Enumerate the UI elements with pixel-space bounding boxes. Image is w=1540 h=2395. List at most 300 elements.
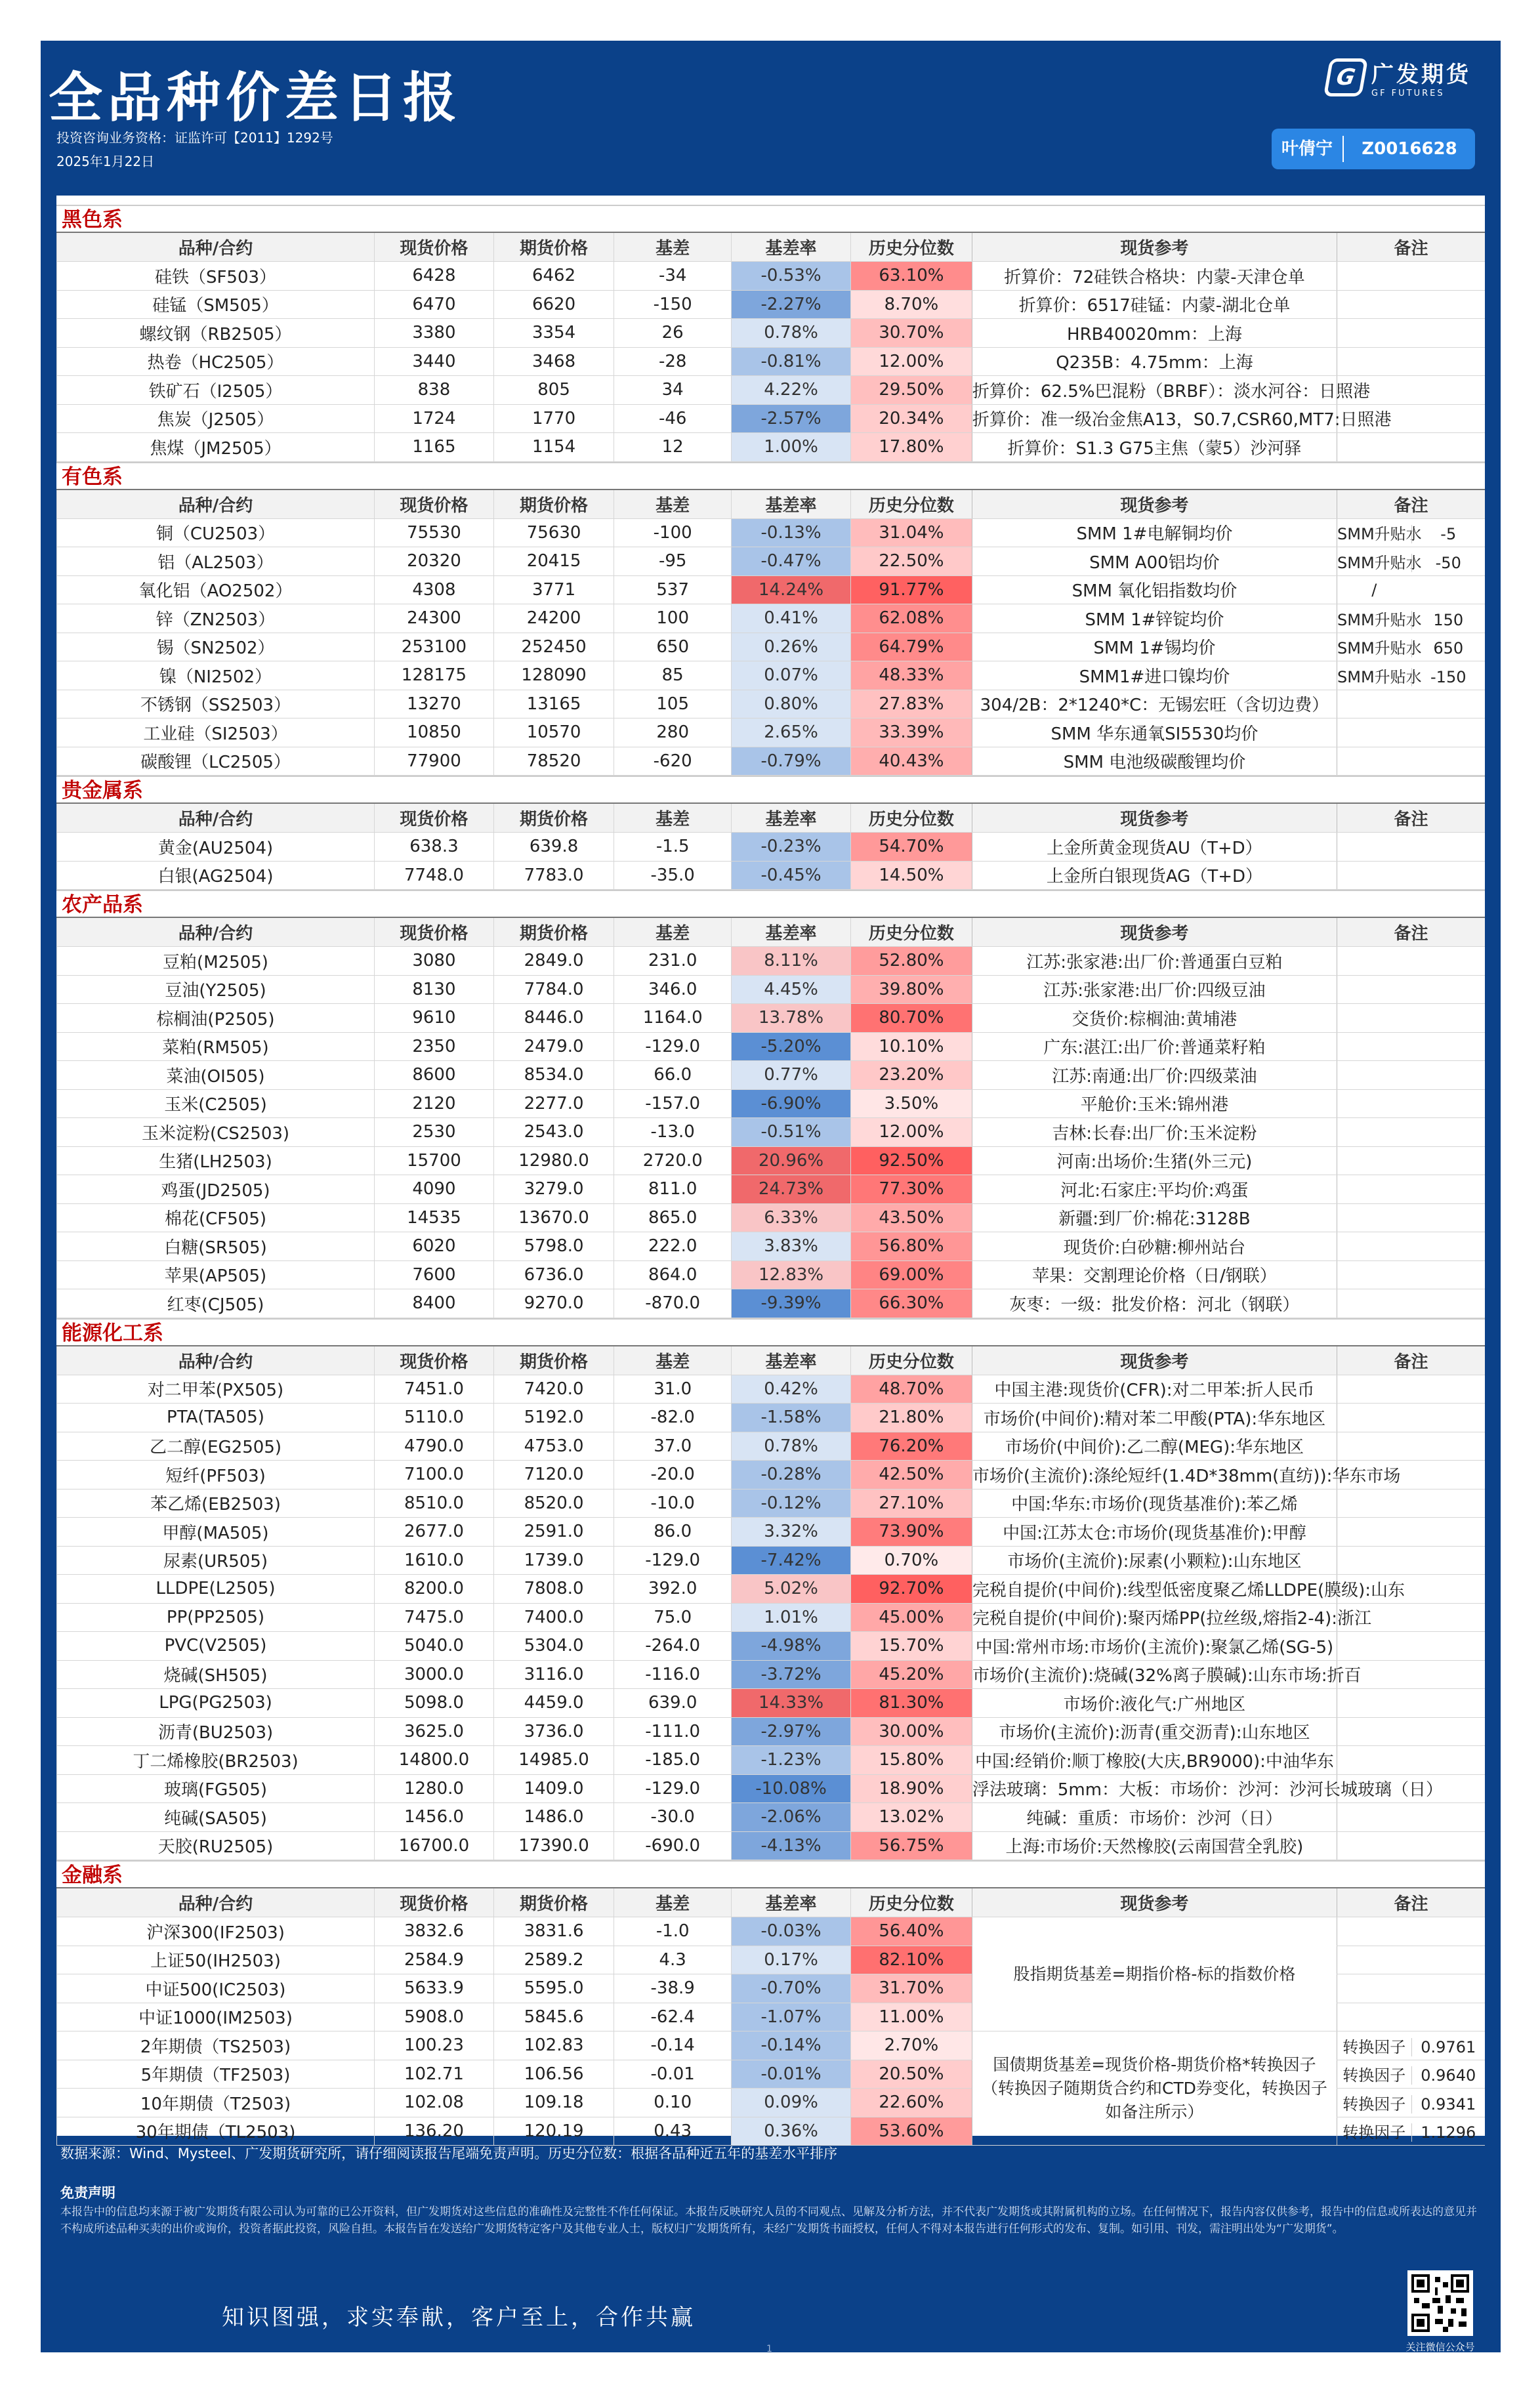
spot-price: 6020 bbox=[375, 1232, 494, 1261]
basis-value: 12 bbox=[614, 433, 732, 462]
spot-price: 2584.9 bbox=[375, 1946, 494, 1974]
note-cell bbox=[1337, 433, 1486, 462]
col-header-spot-ref: 现货参考 bbox=[972, 490, 1337, 519]
futures-price: 3771 bbox=[493, 575, 614, 604]
col-header-contract: 品种/合约 bbox=[57, 918, 375, 947]
report-title: 全品种价差日报 bbox=[49, 67, 463, 129]
contract-name: PTA(TA505) bbox=[57, 1404, 375, 1432]
spot-price: 136.20 bbox=[375, 2117, 494, 2146]
contract-name: LLDPE(L2505) bbox=[57, 1575, 375, 1604]
basis-rate: -0.51% bbox=[732, 1118, 851, 1147]
basis-rate: -10.08% bbox=[732, 1774, 851, 1803]
spot-reference: 交货价:棕榈油:黄埔港 bbox=[972, 1004, 1337, 1033]
col-header-percentile: 历史分位数 bbox=[850, 1346, 972, 1375]
note-label: SMM升贴水 bbox=[1337, 553, 1422, 572]
basis-value: -264.0 bbox=[614, 1632, 732, 1661]
col-header-basis: 基差 bbox=[614, 233, 732, 262]
note-cell bbox=[1337, 690, 1486, 718]
contract-name: 丁二烯橡胶(BR2503) bbox=[57, 1746, 375, 1775]
futures-price: 12980.0 bbox=[493, 1146, 614, 1175]
col-header-contract: 品种/合约 bbox=[57, 1346, 375, 1375]
spot-price: 9610 bbox=[375, 1004, 494, 1033]
futures-price: 5304.0 bbox=[493, 1632, 614, 1661]
futures-price: 3279.0 bbox=[493, 1175, 614, 1204]
basis-rate: 6.33% bbox=[732, 1203, 851, 1232]
basis-rate: 0.77% bbox=[732, 1061, 851, 1090]
historical-percentile: 15.80% bbox=[850, 1746, 972, 1775]
note-cell bbox=[1337, 1717, 1486, 1746]
historical-percentile: 69.00% bbox=[850, 1260, 972, 1289]
spot-reference: Q235B：4.75mm：上海 bbox=[972, 347, 1337, 376]
contract-name: 硅铁（SF503） bbox=[57, 262, 375, 291]
basis-value: -185.0 bbox=[614, 1746, 732, 1775]
futures-price: 805 bbox=[493, 376, 614, 405]
spot-price: 638.3 bbox=[375, 833, 494, 862]
table-row bbox=[57, 1831, 1486, 1860]
futures-price: 8446.0 bbox=[493, 1004, 614, 1033]
futures-price: 120.19 bbox=[493, 2117, 614, 2146]
basis-value: 222.0 bbox=[614, 1232, 732, 1261]
note-cell bbox=[1337, 747, 1486, 776]
spot-price: 1724 bbox=[375, 404, 494, 433]
table-row bbox=[57, 547, 1486, 576]
futures-price: 6462 bbox=[493, 262, 614, 291]
contract-name: 短纤(PF503) bbox=[57, 1461, 375, 1489]
basis-rate: -0.28% bbox=[732, 1461, 851, 1489]
col-header-basis-rate: 基差率 bbox=[732, 490, 851, 519]
spot-reference: 广东:湛江:出厂价:普通菜籽粕 bbox=[972, 1032, 1337, 1061]
note-cell bbox=[1337, 1803, 1486, 1832]
historical-percentile: 52.80% bbox=[850, 947, 972, 976]
spot-reference: 市场价(中间价):精对苯二甲酸(PTA):华东地区 bbox=[972, 1404, 1337, 1432]
table-row bbox=[57, 1004, 1486, 1033]
spot-price: 3440 bbox=[375, 347, 494, 376]
futures-price: 2849.0 bbox=[493, 947, 614, 976]
spot-price: 15700 bbox=[375, 1146, 494, 1175]
futures-price: 7784.0 bbox=[493, 975, 614, 1004]
historical-percentile: 17.80% bbox=[850, 433, 972, 462]
logo-text bbox=[1371, 56, 1471, 98]
note-cell bbox=[1337, 1432, 1486, 1461]
basis-value: -157.0 bbox=[614, 1089, 732, 1118]
historical-percentile: 39.80% bbox=[850, 975, 972, 1004]
basis-rate: -0.13% bbox=[732, 518, 851, 547]
section-title-energy: 能源化工系 bbox=[56, 1318, 1485, 1346]
col-header-note: 备注 bbox=[1337, 233, 1486, 262]
contract-name: 鸡蛋(JD2505) bbox=[57, 1175, 375, 1204]
basis-value: 86.0 bbox=[614, 1518, 732, 1547]
section-table-nonferrous bbox=[56, 490, 1485, 776]
basis-value: 31.0 bbox=[614, 1375, 732, 1404]
spot-reference: 中国:常州市场:市场价(主流价):聚氯乙烯(SG-5) bbox=[972, 1632, 1337, 1661]
spot-reference: 折算价：6517硅锰：内蒙-湖北仓单 bbox=[972, 290, 1337, 319]
basis-value: 1164.0 bbox=[614, 1004, 732, 1033]
contract-name: 苯乙烯(EB2503) bbox=[57, 1489, 375, 1518]
note-value: -150 bbox=[1411, 668, 1486, 686]
section-table-precious bbox=[56, 804, 1485, 890]
col-header-basis: 基差 bbox=[614, 490, 732, 519]
contract-name: 铁矿石（I2505） bbox=[57, 376, 375, 405]
historical-percentile: 33.39% bbox=[850, 718, 972, 747]
basis-rate: 8.11% bbox=[732, 947, 851, 976]
historical-percentile: 20.50% bbox=[850, 2060, 972, 2089]
note-cell bbox=[1337, 1546, 1486, 1575]
spot-price: 5633.9 bbox=[375, 1974, 494, 2003]
spot-reference: 现货价:白砂糖:柳州站台 bbox=[972, 1232, 1337, 1261]
spot-price: 10850 bbox=[375, 718, 494, 747]
spot-reference: 纯碱：重质：市场价：沙河（日） bbox=[972, 1803, 1337, 1832]
futures-price: 1739.0 bbox=[493, 1546, 614, 1575]
section-title-agri: 农产品系 bbox=[56, 890, 1485, 918]
col-header-basis-rate: 基差率 bbox=[732, 918, 851, 947]
futures-price: 252450 bbox=[493, 633, 614, 661]
contract-name: 纯碱(SA505) bbox=[57, 1803, 375, 1832]
historical-percentile: 92.50% bbox=[850, 1146, 972, 1175]
note-cell bbox=[1337, 1375, 1486, 1404]
spot-price: 102.71 bbox=[375, 2060, 494, 2089]
futures-price: 24200 bbox=[493, 604, 614, 633]
spot-price: 838 bbox=[375, 376, 494, 405]
conversion-factor-label: 转换因子 bbox=[1342, 2066, 1406, 2085]
historical-percentile: 56.75% bbox=[850, 1831, 972, 1860]
historical-percentile: 45.20% bbox=[850, 1660, 972, 1689]
table-row bbox=[57, 690, 1486, 718]
spot-reference: 灰枣：一级：批发价格：河北（钢联） bbox=[972, 1289, 1337, 1318]
spot-reference: 市场价:液化气:广州地区 bbox=[972, 1689, 1337, 1718]
spot-price: 8600 bbox=[375, 1061, 494, 1090]
note-cell bbox=[1337, 833, 1486, 862]
note-cell bbox=[1337, 861, 1486, 890]
futures-price: 5192.0 bbox=[493, 1404, 614, 1432]
spot-reference: SMM A00铝均价 bbox=[972, 547, 1337, 576]
basis-value: 864.0 bbox=[614, 1260, 732, 1289]
table-row bbox=[57, 975, 1486, 1004]
basis-rate: -4.13% bbox=[732, 1831, 851, 1860]
futures-price: 1486.0 bbox=[493, 1803, 614, 1832]
contract-name: 硅锰（SM505） bbox=[57, 290, 375, 319]
col-header-spot: 现货价格 bbox=[375, 804, 494, 833]
section-table-agri bbox=[56, 918, 1485, 1318]
basis-rate: 1.00% bbox=[732, 433, 851, 462]
note-cell bbox=[1337, 290, 1486, 319]
historical-percentile: 27.10% bbox=[850, 1489, 972, 1518]
basis-value: -100 bbox=[614, 518, 732, 547]
contract-name: 尿素(UR505) bbox=[57, 1546, 375, 1575]
spot-reference: 上金所黄金现货AU（T+D） bbox=[972, 833, 1337, 862]
section-table-energy bbox=[56, 1346, 1485, 1861]
basis-value: -13.0 bbox=[614, 1118, 732, 1147]
column-header-row bbox=[57, 804, 1486, 833]
contract-name: 红枣(CJ505) bbox=[57, 1289, 375, 1318]
basis-rate: -0.53% bbox=[732, 262, 851, 291]
page-number: 1 bbox=[766, 2344, 772, 2354]
futures-price: 14985.0 bbox=[493, 1746, 614, 1775]
historical-percentile: 54.70% bbox=[850, 833, 972, 862]
spot-price: 8130 bbox=[375, 975, 494, 1004]
spot-price: 8510.0 bbox=[375, 1489, 494, 1518]
historical-percentile: 2.70% bbox=[850, 2031, 972, 2060]
basis-value: 0.43 bbox=[614, 2117, 732, 2146]
spot-reference: 折算价：62.5%巴混粉（BRBF）：淡水河谷：日照港 bbox=[972, 376, 1337, 405]
spot-reference: 市场价(主流价):涤纶短纤(1.4D*38mm(直纺)):华东市场 bbox=[972, 1461, 1337, 1489]
basis-value: 865.0 bbox=[614, 1203, 732, 1232]
col-header-spot-ref: 现货参考 bbox=[972, 233, 1337, 262]
table-row bbox=[57, 633, 1486, 661]
futures-price: 7808.0 bbox=[493, 1575, 614, 1604]
futures-price: 3468 bbox=[493, 347, 614, 376]
spot-reference: 完税自提价(中间价):聚丙烯PP(拉丝级,熔指2-4):浙江 bbox=[972, 1603, 1337, 1632]
futures-price: 2479.0 bbox=[493, 1032, 614, 1061]
contract-name: 焦炭（J2505） bbox=[57, 404, 375, 433]
note-label: SMM升贴水 bbox=[1337, 667, 1422, 686]
contract-name: 中证1000(IM2503) bbox=[57, 2003, 375, 2031]
col-header-note: 备注 bbox=[1337, 490, 1486, 519]
note-cell bbox=[1337, 1175, 1486, 1204]
spot-reference: 平舱价:玉米:锦州港 bbox=[972, 1089, 1337, 1118]
spot-price: 1456.0 bbox=[375, 1803, 494, 1832]
historical-percentile: 11.00% bbox=[850, 2003, 972, 2031]
basis-value: 650 bbox=[614, 633, 732, 661]
basis-rate: 1.01% bbox=[732, 1603, 851, 1632]
note-cell bbox=[1337, 1032, 1486, 1061]
spot-price: 102.08 bbox=[375, 2089, 494, 2117]
historical-percentile: 14.50% bbox=[850, 861, 972, 890]
basis-rate: -1.07% bbox=[732, 2003, 851, 2031]
slogan: 知识图强，求实奉献，客户至上，合作共赢 bbox=[222, 2304, 696, 2331]
futures-price: 1770 bbox=[493, 404, 614, 433]
col-header-spot: 现货价格 bbox=[375, 490, 494, 519]
spot-reference: 吉林:长春:出厂价:玉米淀粉 bbox=[972, 1118, 1337, 1147]
historical-percentile: 30.00% bbox=[850, 1717, 972, 1746]
conversion-factor-value: 1.1296 bbox=[1411, 2123, 1486, 2142]
basis-value: 66.0 bbox=[614, 1061, 732, 1090]
contract-name: 菜油(OI505) bbox=[57, 1061, 375, 1090]
futures-price: 6620 bbox=[493, 290, 614, 319]
basis-value: 811.0 bbox=[614, 1175, 732, 1204]
table-row bbox=[57, 1546, 1486, 1575]
qr-caption: 关注微信公众号 bbox=[1405, 2341, 1475, 2353]
spot-price: 3000.0 bbox=[375, 1660, 494, 1689]
basis-value: 2720.0 bbox=[614, 1146, 732, 1175]
basis-value: -28 bbox=[614, 347, 732, 376]
spot-reference: SMM 氧化铝指数均价 bbox=[972, 575, 1337, 604]
col-header-futures: 期货价格 bbox=[493, 1346, 614, 1375]
basis-value: -95 bbox=[614, 547, 732, 576]
basis-value: -1.5 bbox=[614, 833, 732, 862]
futures-price: 5798.0 bbox=[493, 1232, 614, 1261]
spot-reference: 市场价(中间价):乙二醇(MEG):华东地区 bbox=[972, 1432, 1337, 1461]
spot-reference: HRB40020mm：上海 bbox=[972, 319, 1337, 348]
futures-price: 2589.2 bbox=[493, 1946, 614, 1974]
section-table-black bbox=[56, 233, 1485, 462]
contract-name: 白糖(SR505) bbox=[57, 1232, 375, 1261]
note-cell bbox=[1337, 633, 1486, 661]
basis-value: -150 bbox=[614, 290, 732, 319]
col-header-percentile: 历史分位数 bbox=[850, 1888, 972, 1917]
conversion-factor-label: 转换因子 bbox=[1342, 2037, 1406, 2056]
basis-value: -129.0 bbox=[614, 1546, 732, 1575]
table-row bbox=[57, 1518, 1486, 1547]
basis-rate: -2.57% bbox=[732, 404, 851, 433]
table-row bbox=[57, 1432, 1486, 1461]
col-header-note: 备注 bbox=[1337, 1346, 1486, 1375]
basis-rate: 24.73% bbox=[732, 1175, 851, 1204]
basis-value: 280 bbox=[614, 718, 732, 747]
basis-rate: -0.70% bbox=[732, 1974, 851, 2003]
col-header-futures: 期货价格 bbox=[493, 804, 614, 833]
spot-reference: 市场价(主流价):沥青(重交沥青):山东地区 bbox=[972, 1717, 1337, 1746]
basis-rate: 0.26% bbox=[732, 633, 851, 661]
table-row bbox=[57, 1575, 1486, 1604]
historical-percentile: 20.34% bbox=[850, 404, 972, 433]
contract-name: 镍（NI2502） bbox=[57, 661, 375, 690]
equity-basis-note: 股指期货基差=期指价格-标的指数价格 bbox=[972, 1917, 1337, 2031]
disclaimer-title: 免责声明 bbox=[60, 2185, 115, 2201]
col-header-basis-rate: 基差率 bbox=[732, 1346, 851, 1375]
col-header-futures: 期货价格 bbox=[493, 918, 614, 947]
column-header-row bbox=[57, 233, 1486, 262]
futures-price: 17390.0 bbox=[493, 1831, 614, 1860]
section-title-precious: 贵金属系 bbox=[56, 776, 1485, 804]
contract-name: 沥青(BU2503) bbox=[57, 1717, 375, 1746]
note-cell bbox=[1337, 518, 1486, 547]
basis-value: 0.10 bbox=[614, 2089, 732, 2117]
spot-reference: SMM 电池级碳酸锂均价 bbox=[972, 747, 1337, 776]
contract-name: 2年期债（TS2503) bbox=[57, 2031, 375, 2060]
col-header-percentile: 历史分位数 bbox=[850, 233, 972, 262]
column-header-row bbox=[57, 1346, 1486, 1375]
col-header-note: 备注 bbox=[1337, 918, 1486, 947]
historical-percentile: 15.70% bbox=[850, 1632, 972, 1661]
futures-price: 7400.0 bbox=[493, 1603, 614, 1632]
historical-percentile: 48.70% bbox=[850, 1375, 972, 1404]
historical-percentile: 91.77% bbox=[850, 575, 972, 604]
table-row bbox=[57, 1089, 1486, 1118]
historical-percentile: 81.30% bbox=[850, 1689, 972, 1718]
basis-value: 37.0 bbox=[614, 1432, 732, 1461]
futures-price: 102.83 bbox=[493, 2031, 614, 2060]
contract-name: 豆粕(M2505) bbox=[57, 947, 375, 976]
historical-percentile: 18.90% bbox=[850, 1774, 972, 1803]
note-cell bbox=[1337, 2089, 1486, 2117]
col-header-futures: 期货价格 bbox=[493, 490, 614, 519]
spot-price: 20320 bbox=[375, 547, 494, 576]
contract-name: 螺纹钢（RB2505） bbox=[57, 319, 375, 348]
spot-price: 4790.0 bbox=[375, 1432, 494, 1461]
futures-price: 4459.0 bbox=[493, 1689, 614, 1718]
basis-rate: 4.45% bbox=[732, 975, 851, 1004]
basis-value: -0.01 bbox=[614, 2060, 732, 2089]
conversion-factor-value: 0.9761 bbox=[1411, 2038, 1486, 2056]
table-row bbox=[57, 2031, 1486, 2060]
contract-name: 苹果(AP505) bbox=[57, 1260, 375, 1289]
note-value: -5 bbox=[1411, 525, 1486, 543]
table-row bbox=[57, 1146, 1486, 1175]
table-row bbox=[57, 661, 1486, 690]
note-cell bbox=[1337, 1974, 1486, 2003]
note-label: / bbox=[1371, 580, 1377, 599]
spot-price: 7451.0 bbox=[375, 1375, 494, 1404]
contract-name: 白银(AG2504) bbox=[57, 861, 375, 890]
report-body bbox=[56, 196, 1485, 2143]
note-cell bbox=[1337, 661, 1486, 690]
historical-percentile: 56.80% bbox=[850, 1232, 972, 1261]
spot-price: 2530 bbox=[375, 1118, 494, 1147]
historical-percentile: 29.50% bbox=[850, 376, 972, 405]
note-cell bbox=[1337, 1061, 1486, 1090]
note-cell bbox=[1337, 947, 1486, 976]
column-header-row bbox=[57, 490, 1486, 519]
contract-name: 氧化铝（AO2502） bbox=[57, 575, 375, 604]
spot-price: 6470 bbox=[375, 290, 494, 319]
contract-name: 10年期债（T2503) bbox=[57, 2089, 375, 2117]
spot-price: 2120 bbox=[375, 1089, 494, 1118]
note-cell bbox=[1337, 1746, 1486, 1775]
historical-percentile: 40.43% bbox=[850, 747, 972, 776]
basis-value: 537 bbox=[614, 575, 732, 604]
contract-name: 烧碱(SH505) bbox=[57, 1660, 375, 1689]
analyst-id: Z0016628 bbox=[1362, 139, 1457, 159]
historical-percentile: 27.83% bbox=[850, 690, 972, 718]
basis-rate: 13.78% bbox=[732, 1004, 851, 1033]
basis-rate: 0.42% bbox=[732, 1375, 851, 1404]
historical-percentile: 62.08% bbox=[850, 604, 972, 633]
table-row bbox=[57, 1175, 1486, 1204]
conversion-factor-value: 0.9341 bbox=[1411, 2095, 1486, 2114]
section-title-finance: 金融系 bbox=[56, 1860, 1485, 1888]
spot-price: 100.23 bbox=[375, 2031, 494, 2060]
historical-percentile: 23.20% bbox=[850, 1061, 972, 1090]
table-row bbox=[57, 1917, 1486, 1946]
spot-price: 7600 bbox=[375, 1260, 494, 1289]
col-header-futures: 期货价格 bbox=[493, 233, 614, 262]
spot-price: 7100.0 bbox=[375, 1461, 494, 1489]
note-cell bbox=[1337, 1289, 1486, 1318]
basis-value: -20.0 bbox=[614, 1461, 732, 1489]
historical-percentile: 48.33% bbox=[850, 661, 972, 690]
spot-price: 128175 bbox=[375, 661, 494, 690]
table-row bbox=[57, 1461, 1486, 1489]
spot-reference: 完税自提价(中间价):线型低密度聚乙烯LLDPE(膜级):山东 bbox=[972, 1575, 1337, 1604]
note-cell bbox=[1337, 575, 1486, 604]
basis-rate: 0.80% bbox=[732, 690, 851, 718]
historical-percentile: 22.50% bbox=[850, 547, 972, 576]
note-value: 150 bbox=[1411, 611, 1486, 629]
futures-price: 2591.0 bbox=[493, 1518, 614, 1547]
table-row bbox=[57, 319, 1486, 348]
futures-price: 1154 bbox=[493, 433, 614, 462]
historical-percentile: 30.70% bbox=[850, 319, 972, 348]
contract-name: 热卷（HC2505） bbox=[57, 347, 375, 376]
historical-percentile: 21.80% bbox=[850, 1404, 972, 1432]
basis-rate: 5.02% bbox=[732, 1575, 851, 1604]
disclaimer-text: 本报告中的信息均来源于被广发期货有限公司认为可靠的已公开资料，但广发期货对这些信息的准确性及完整性不作任何保证。本报告反映研究人员的不同观点、见解及分析方法，并不代表广发期货或其附属机构的立场。在任何情况下，报告内容仅供参考，报告中的信息或所表达的意见并不构成所述品种买卖的出价或询价，投资者据此投资，风险自担。本报告旨在发送给广发期货特定客户及其他专业人士，版权归广发期货所有，未经广发期货书面授权，任何人不得对本报告进行任何形式的发布、复制。如引用、刊发，需注明出处为“广发期货”。 bbox=[60, 2205, 1477, 2236]
basis-value: 231.0 bbox=[614, 947, 732, 976]
contract-name: 中证500(IC2503) bbox=[57, 1974, 375, 2003]
spot-reference: 市场价(主流价):尿素(小颗粒):山东地区 bbox=[972, 1546, 1337, 1575]
historical-percentile: 8.70% bbox=[850, 290, 972, 319]
contract-name: 菜粕(RM505) bbox=[57, 1032, 375, 1061]
contract-name: 铝（AL2503） bbox=[57, 547, 375, 576]
note-cell bbox=[1337, 1632, 1486, 1661]
table-row bbox=[57, 404, 1486, 433]
col-header-spot-ref: 现货参考 bbox=[972, 1888, 1337, 1917]
spot-reference: SMM 1#电解铜均价 bbox=[972, 518, 1337, 547]
basis-value: 34 bbox=[614, 376, 732, 405]
futures-price: 128090 bbox=[493, 661, 614, 690]
table-row bbox=[57, 347, 1486, 376]
spot-price: 3625.0 bbox=[375, 1717, 494, 1746]
